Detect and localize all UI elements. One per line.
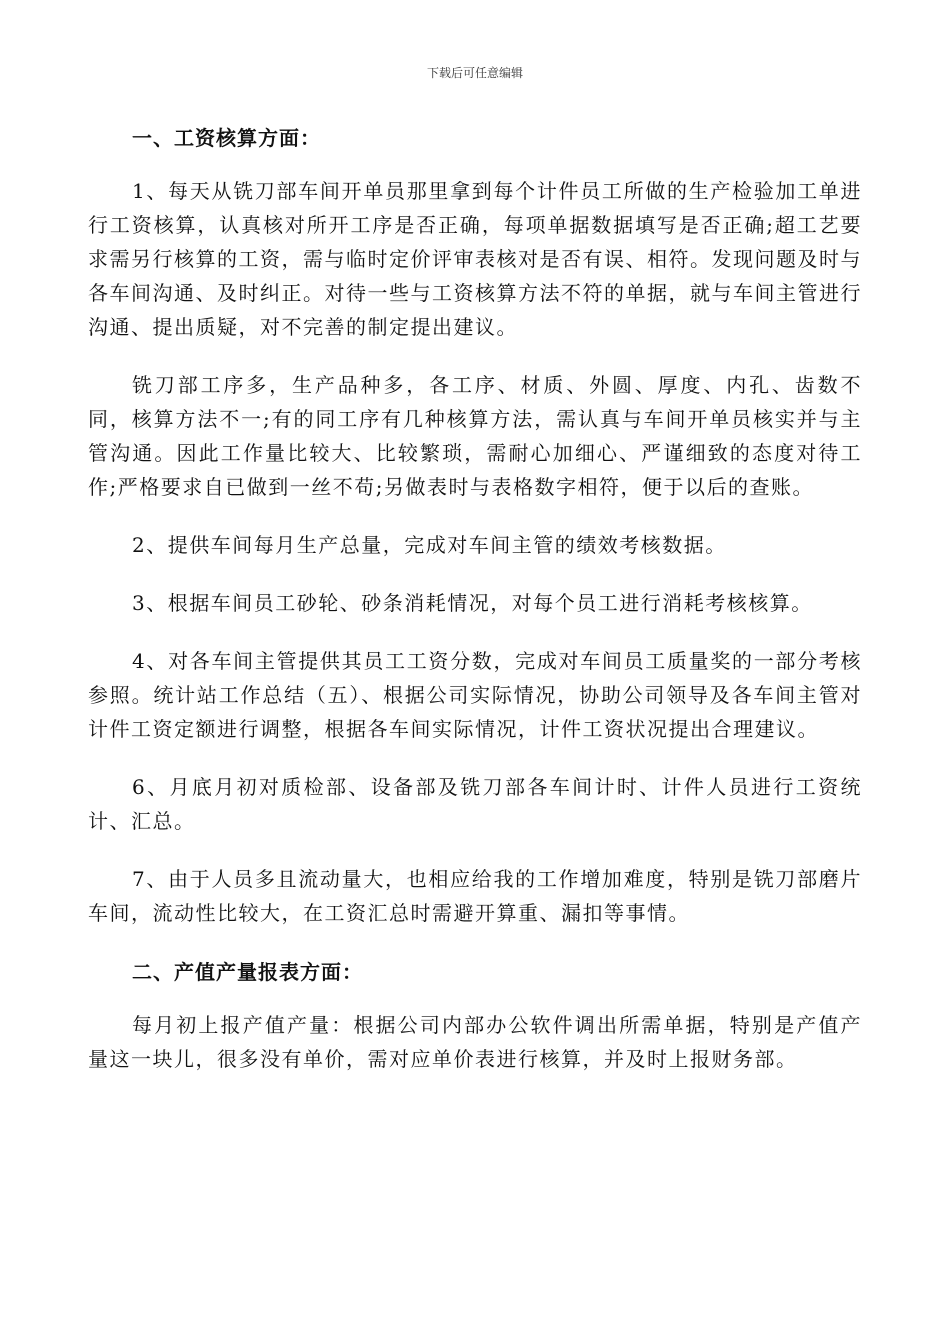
document-body [88,118,862,1100]
header-note: 下载后可任意编辑 [426,66,523,80]
paragraph: 7、由于人员多且流动量大，也相应给我的工作增加难度，特别是铣刀部磨片车间，流动性比较大，在工资汇总时需避开算重、漏扣等事情。 [88,867,862,925]
paragraph: 6、月底月初对质检部、设备部及铣刀部各车间计时、计件人员进行工资统计、汇总。 [88,775,862,833]
section-heading-wages: 一、工资核算方面： [132,126,321,150]
paragraph: 3、根据车间员工砂轮、砂条消耗情况，对每个员工进行消耗考核核算。 [132,591,813,615]
paragraph: 2、提供车间每月生产总量，完成对车间主管的绩效考核数据。 [132,533,727,557]
section-heading-output-reports: 二、产值产量报表方面： [132,960,363,984]
paragraph: 4、对各车间主管提供其员工工资分数，完成对车间员工质量奖的一部分考核参照。统计站工作总结（五）、根据公司实际情况，协助公司领导及各车间主管对计件工资定额进行调整，根据各车间实际情况，计件工资状况提出合理建议。 [88,649,862,741]
paragraph: 1、每天从铣刀部车间开单员那里拿到每个计件员工所做的生产检验加工单进行工资核算，认真核对所开工序是否正确，每项单据数据填写是否正确;超工艺要求需另行核算的工资，需与临时定价评审表核对是否有误、相符。发现问题及时与各车间沟通、及时纠正。对待一些与工资核算方法不符的单据，就与车间主管进行沟通、提出质疑，对不完善的制定提出建议。 [88,179,862,339]
paragraph: 每月初上报产值产量：根据公司内部办公软件调出所需单据，特别是产值产量这一块儿，很多没有单价，需对应单价表进行核算，并及时上报财务部。 [88,1013,862,1071]
paragraph: 铣刀部工序多，生产品种多，各工序、材质、外圆、厚度、内孔、齿数不同，核算方法不一;有的同工序有几种核算方法，需认真与车间开单员核实并与主管沟通。因此工作量比较大、比较繁琐，需耐心加细心、严谨细致的态度对待工作;严格要求自已做到一丝不苟;另做表时与表格数字相符，便于以后的查账。 [88,373,862,499]
